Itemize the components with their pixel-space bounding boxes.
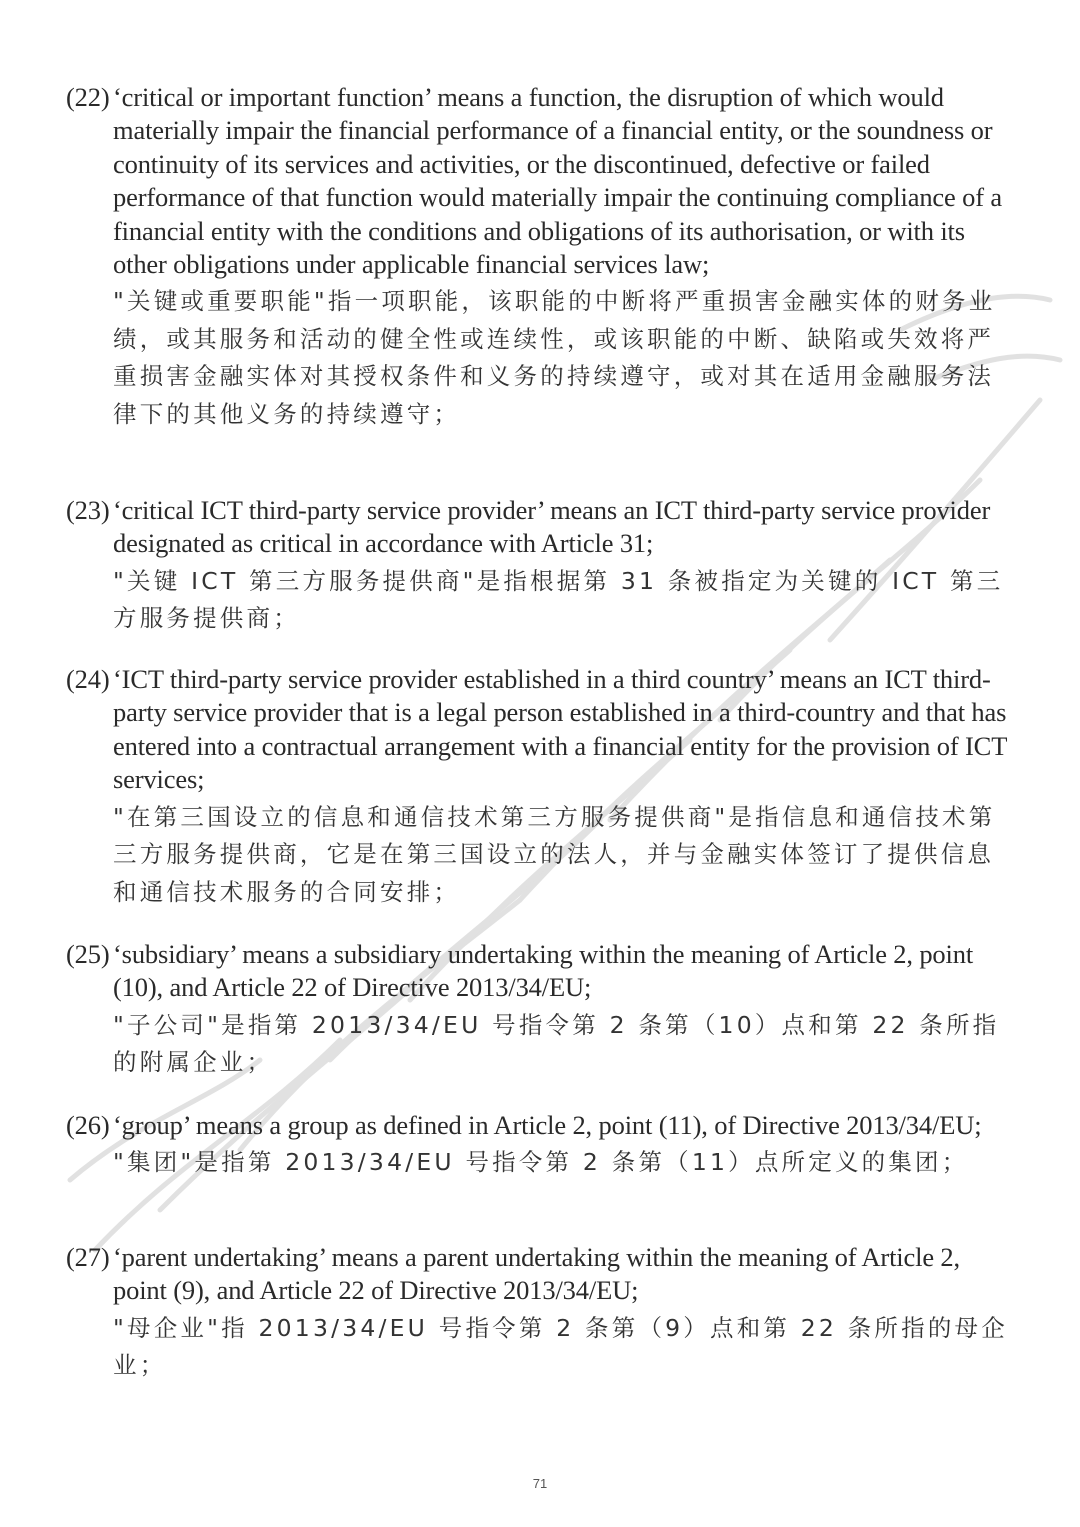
- definition-number: (24): [66, 664, 110, 694]
- definition-text: ‘critical or important function’ means a function, the disruption of which would materially impair the financial performance of a financial entity, or the soundness or continuity of its services and activities, or the discontinued, defective or failed performance of that function would materially impair the continuing compliance of a financial entity with the conditions and obligations of its authorisation, or with its other obligations under applicable financial services law;: [113, 82, 1002, 280]
- definition-chinese-25: "子公司"是指第 2013/34/EU 号指令第 2 条第（10）点和第 22 条所指的附属企业；: [113, 1010, 1000, 1077]
- definition-number: (25): [66, 939, 110, 969]
- definition-26: [66, 1109, 1016, 1182]
- definition-chinese-24: "在第三国设立的信息和通信技术第三方服务提供商"是指信息和通信技术第三方服务提供商，它是在第三国设立的法人，并与金融实体签订了提供信息和通信技术服务的合同安排；: [113, 802, 996, 906]
- definition-number: (27): [66, 1242, 110, 1272]
- definition-text: ‘critical ICT third-party service provider’ means an ICT third-party service provider designated as critical in accordance with Article 31;: [113, 495, 991, 559]
- definition-25: [66, 938, 1016, 1082]
- definition-chinese-23: "关键 ICT 第三方服务提供商"是指根据第 31 条被指定为关键的 ICT 第三方服务提供商；: [113, 566, 1004, 633]
- definition-text: ‘subsidiary’ means a subsidiary undertaking within the meaning of Article 2, point (10), and Article 22 of Directive 2013/34/EU;: [113, 939, 974, 1003]
- definition-22: [66, 81, 1016, 433]
- definition-text: ‘group’ means a group as defined in Article 2, point (11), of Directive 2013/34/EU;: [113, 1110, 982, 1141]
- page-number: 71: [532, 1476, 548, 1491]
- definition-27: [66, 1241, 1016, 1385]
- definition-english-27: [66, 1241, 1016, 1308]
- definition-chinese-26: "集团"是指第 2013/34/EU 号指令第 2 条第（11）点所定义的集团；: [113, 1148, 969, 1177]
- definition-english-22: [66, 81, 1016, 281]
- definition-number: (26): [66, 1110, 110, 1140]
- definition-english-24: [66, 663, 1016, 797]
- definition-23: [66, 494, 1016, 638]
- definition-24: [66, 663, 1016, 911]
- definition-english-26: [66, 1109, 1016, 1142]
- definition-english-23: [66, 494, 1016, 561]
- definition-number: (23): [66, 495, 110, 525]
- definition-english-25: [66, 938, 1016, 1005]
- definition-text: ‘ICT third-party service provider established in a third country’ means an ICT third-party service provider that is a legal person established in a third-country and that has entered into a contractual arrangement with a financial entity for the provision of ICT services;: [113, 664, 1007, 795]
- definition-chinese-22: "关键或重要职能"指一项职能，该职能的中断将严重损害金融实体的财务业绩，或其服务和活动的健全性或连续性，或该职能的中断、缺陷或失效将严重损害金融实体对其授权条件和义务的持续遵守，或对其在适用金融服务法律下的其他义务的持续遵守；: [113, 287, 996, 428]
- definition-chinese-27: "母企业"指 2013/34/EU 号指令第 2 条第（9）点和第 22 条所指的母企业；: [113, 1313, 1008, 1380]
- definition-text: ‘parent undertaking’ means a parent undertaking within the meaning of Article 2, point (9), and Article 22 of Directive 2013/34/EU;: [113, 1242, 960, 1306]
- definition-number: (22): [66, 82, 110, 112]
